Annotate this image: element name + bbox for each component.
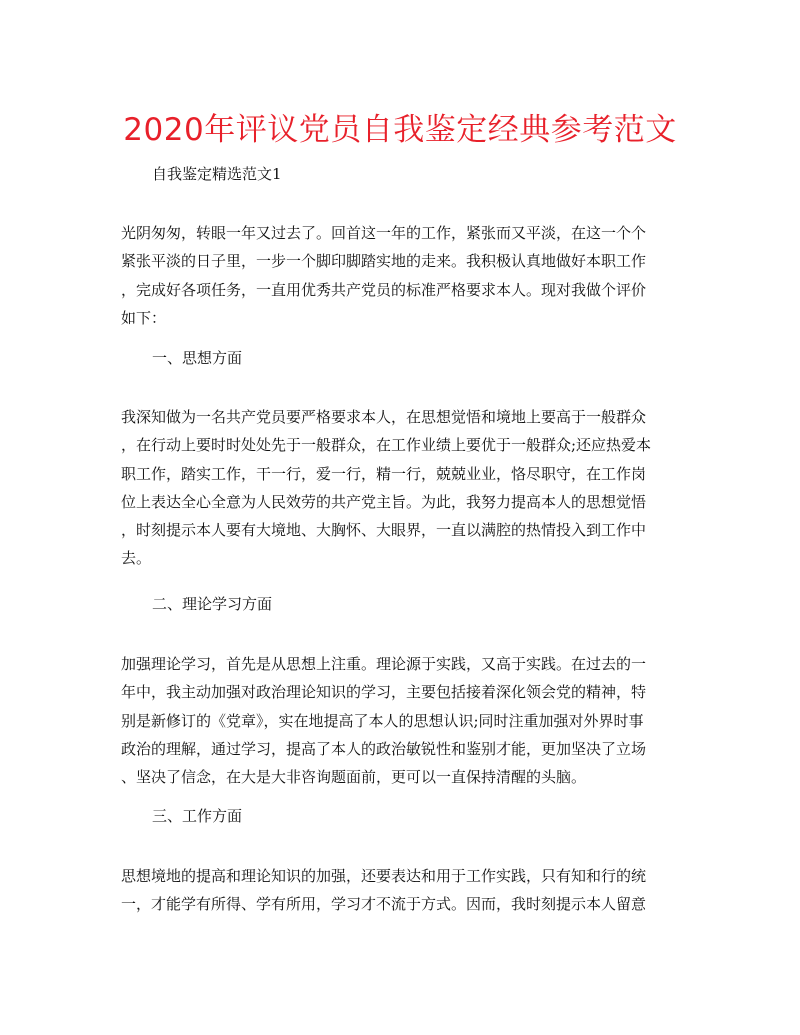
paragraph-line: 位上表达全心全意为人民效劳的共产党主旨。为此，我努力提高本人的思想觉悟 [121, 492, 647, 511]
intro-paragraph [121, 219, 684, 332]
section-heading-thought: 一、思想方面 [152, 349, 243, 367]
section-paragraph-thought [121, 403, 684, 573]
paragraph-line: ，在行动上要时时处处先于一般群众，在工作业绩上要优于一般群众;还应热爱本 [121, 436, 652, 455]
section-paragraph-work [121, 862, 684, 919]
section-heading-work: 三、工作方面 [152, 807, 243, 825]
paragraph-line: 、坚决了信念，在大是大非咨询题面前，更可以一直保持清醒的头脑。 [121, 768, 587, 787]
paragraph-line: 年中，我主动加强对政治理论知识的学习，主要包括接着深化领会党的精神，特 [121, 683, 647, 702]
paragraph-line: 一，才能学有所得、学有所用，学习才不流于方式。因而，我时刻提示本人留意 [121, 895, 647, 914]
paragraph-line: 职工作，踏实工作，干一行，爱一行，精一行，兢兢业业，恪尽职守，在工作岗 [121, 464, 647, 483]
section-heading-theory: 二、理论学习方面 [152, 595, 273, 613]
paragraph-line: 政治的理解，通过学习，提高了本人的政治敏锐性和鉴别才能，更加坚决了立场 [121, 739, 647, 758]
document-subtitle: 自我鉴定精选范文1 [152, 165, 282, 183]
section-paragraph-theory [121, 650, 684, 791]
document-title: 2020年评议党员自我鉴定经典参考范文 [123, 112, 677, 148]
paragraph-line: 紧张平淡的日子里，一步一个脚印脚踏实地的走来。我积极认真地做好本职工作 [121, 252, 647, 271]
paragraph-line: 如下： [121, 308, 167, 327]
paragraph-line: 思想境地的提高和理论知识的加强，还要表达和用于工作实践，只有知和行的统 [121, 867, 647, 885]
paragraph-line: ，时刻提示本人要有大境地、大胸怀、大眼界，一直以满腔的热情投入到工作中 [121, 521, 647, 540]
paragraph-line: ，完成好各项任务，一直用优秀共产党员的标准严格要求本人。现对我做个评价 [121, 280, 647, 299]
paragraph-line: 去。 [121, 549, 152, 568]
paragraph-line: 别是新修订的《党章》，实在地提高了本人的思想认识;同时注重加强对外界时事 [121, 711, 644, 730]
paragraph-line: 我深知做为一名共产党员要严格要求本人，在思想觉悟和境地上要高于一般群众 [121, 408, 647, 426]
paragraph-line: 光阴匆匆，转眼一年又过去了。回首这一年的工作，紧张而又平淡，在这一个个 [121, 224, 647, 242]
paragraph-line: 加强理论学习，首先是从思想上注重。理论源于实践，又高于实践。在过去的一 [121, 655, 647, 673]
